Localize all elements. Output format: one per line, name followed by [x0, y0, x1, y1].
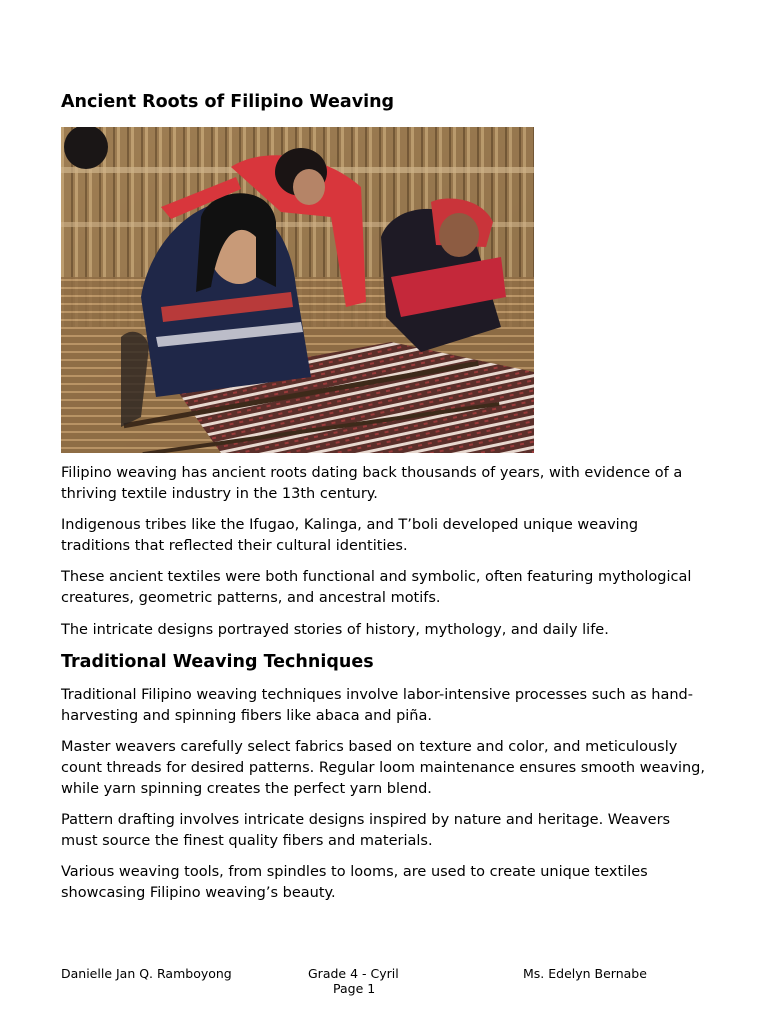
- intro-paragraph-4: The intricate designs portrayed stories of history, mythology, and daily life.: [61, 622, 609, 638]
- footer-teacher: Ms. Edelyn Bernabe: [523, 966, 647, 981]
- footer-author: Danielle Jan Q. Ramboyong: [61, 966, 232, 981]
- intro-paragraph-2: Indigenous tribes like the Ifugao, Kalinga, and T’boli developed unique weaving traditions that reflected their cultural identities.: [61, 517, 639, 554]
- footer-grade-section: Grade 4 - Cyril: [308, 966, 399, 981]
- section-paragraph-2: Master weavers carefully select fabrics based on texture and color, and meticulously count threads for desired patterns. Regular loom maintenance ensures smooth weaving, while yarn spinning creates the perfect yarn blend.: [61, 739, 705, 797]
- intro-paragraph-3: These ancient textiles were both functional and symbolic, often featuring mythological creatures, geometric patterns, and ancestral motifs.: [61, 569, 692, 606]
- section-paragraph-3: Pattern drafting involves intricate designs inspired by nature and heritage. Weavers must source the finest quality fibers and materials.: [61, 812, 671, 849]
- intro-paragraph-1: Filipino weaving has ancient roots dating back thousands of years, with evidence of a thriving textile industry in the 13th century.: [61, 465, 683, 502]
- footer-page-number: Page 1: [333, 981, 376, 996]
- section-paragraph-1: Traditional Filipino weaving techniques involve labor-intensive processes such as hand-harvesting and spinning fibers like abaca and piña.: [61, 687, 693, 724]
- section-paragraph-4: Various weaving tools, from spindles to looms, are used to create unique textiles showcasing Filipino weaving’s beauty.: [61, 864, 648, 901]
- section-heading: Traditional Weaving Techniques: [61, 652, 374, 672]
- page-title: Ancient Roots of Filipino Weaving: [61, 92, 395, 112]
- weaving-photo: [61, 127, 534, 453]
